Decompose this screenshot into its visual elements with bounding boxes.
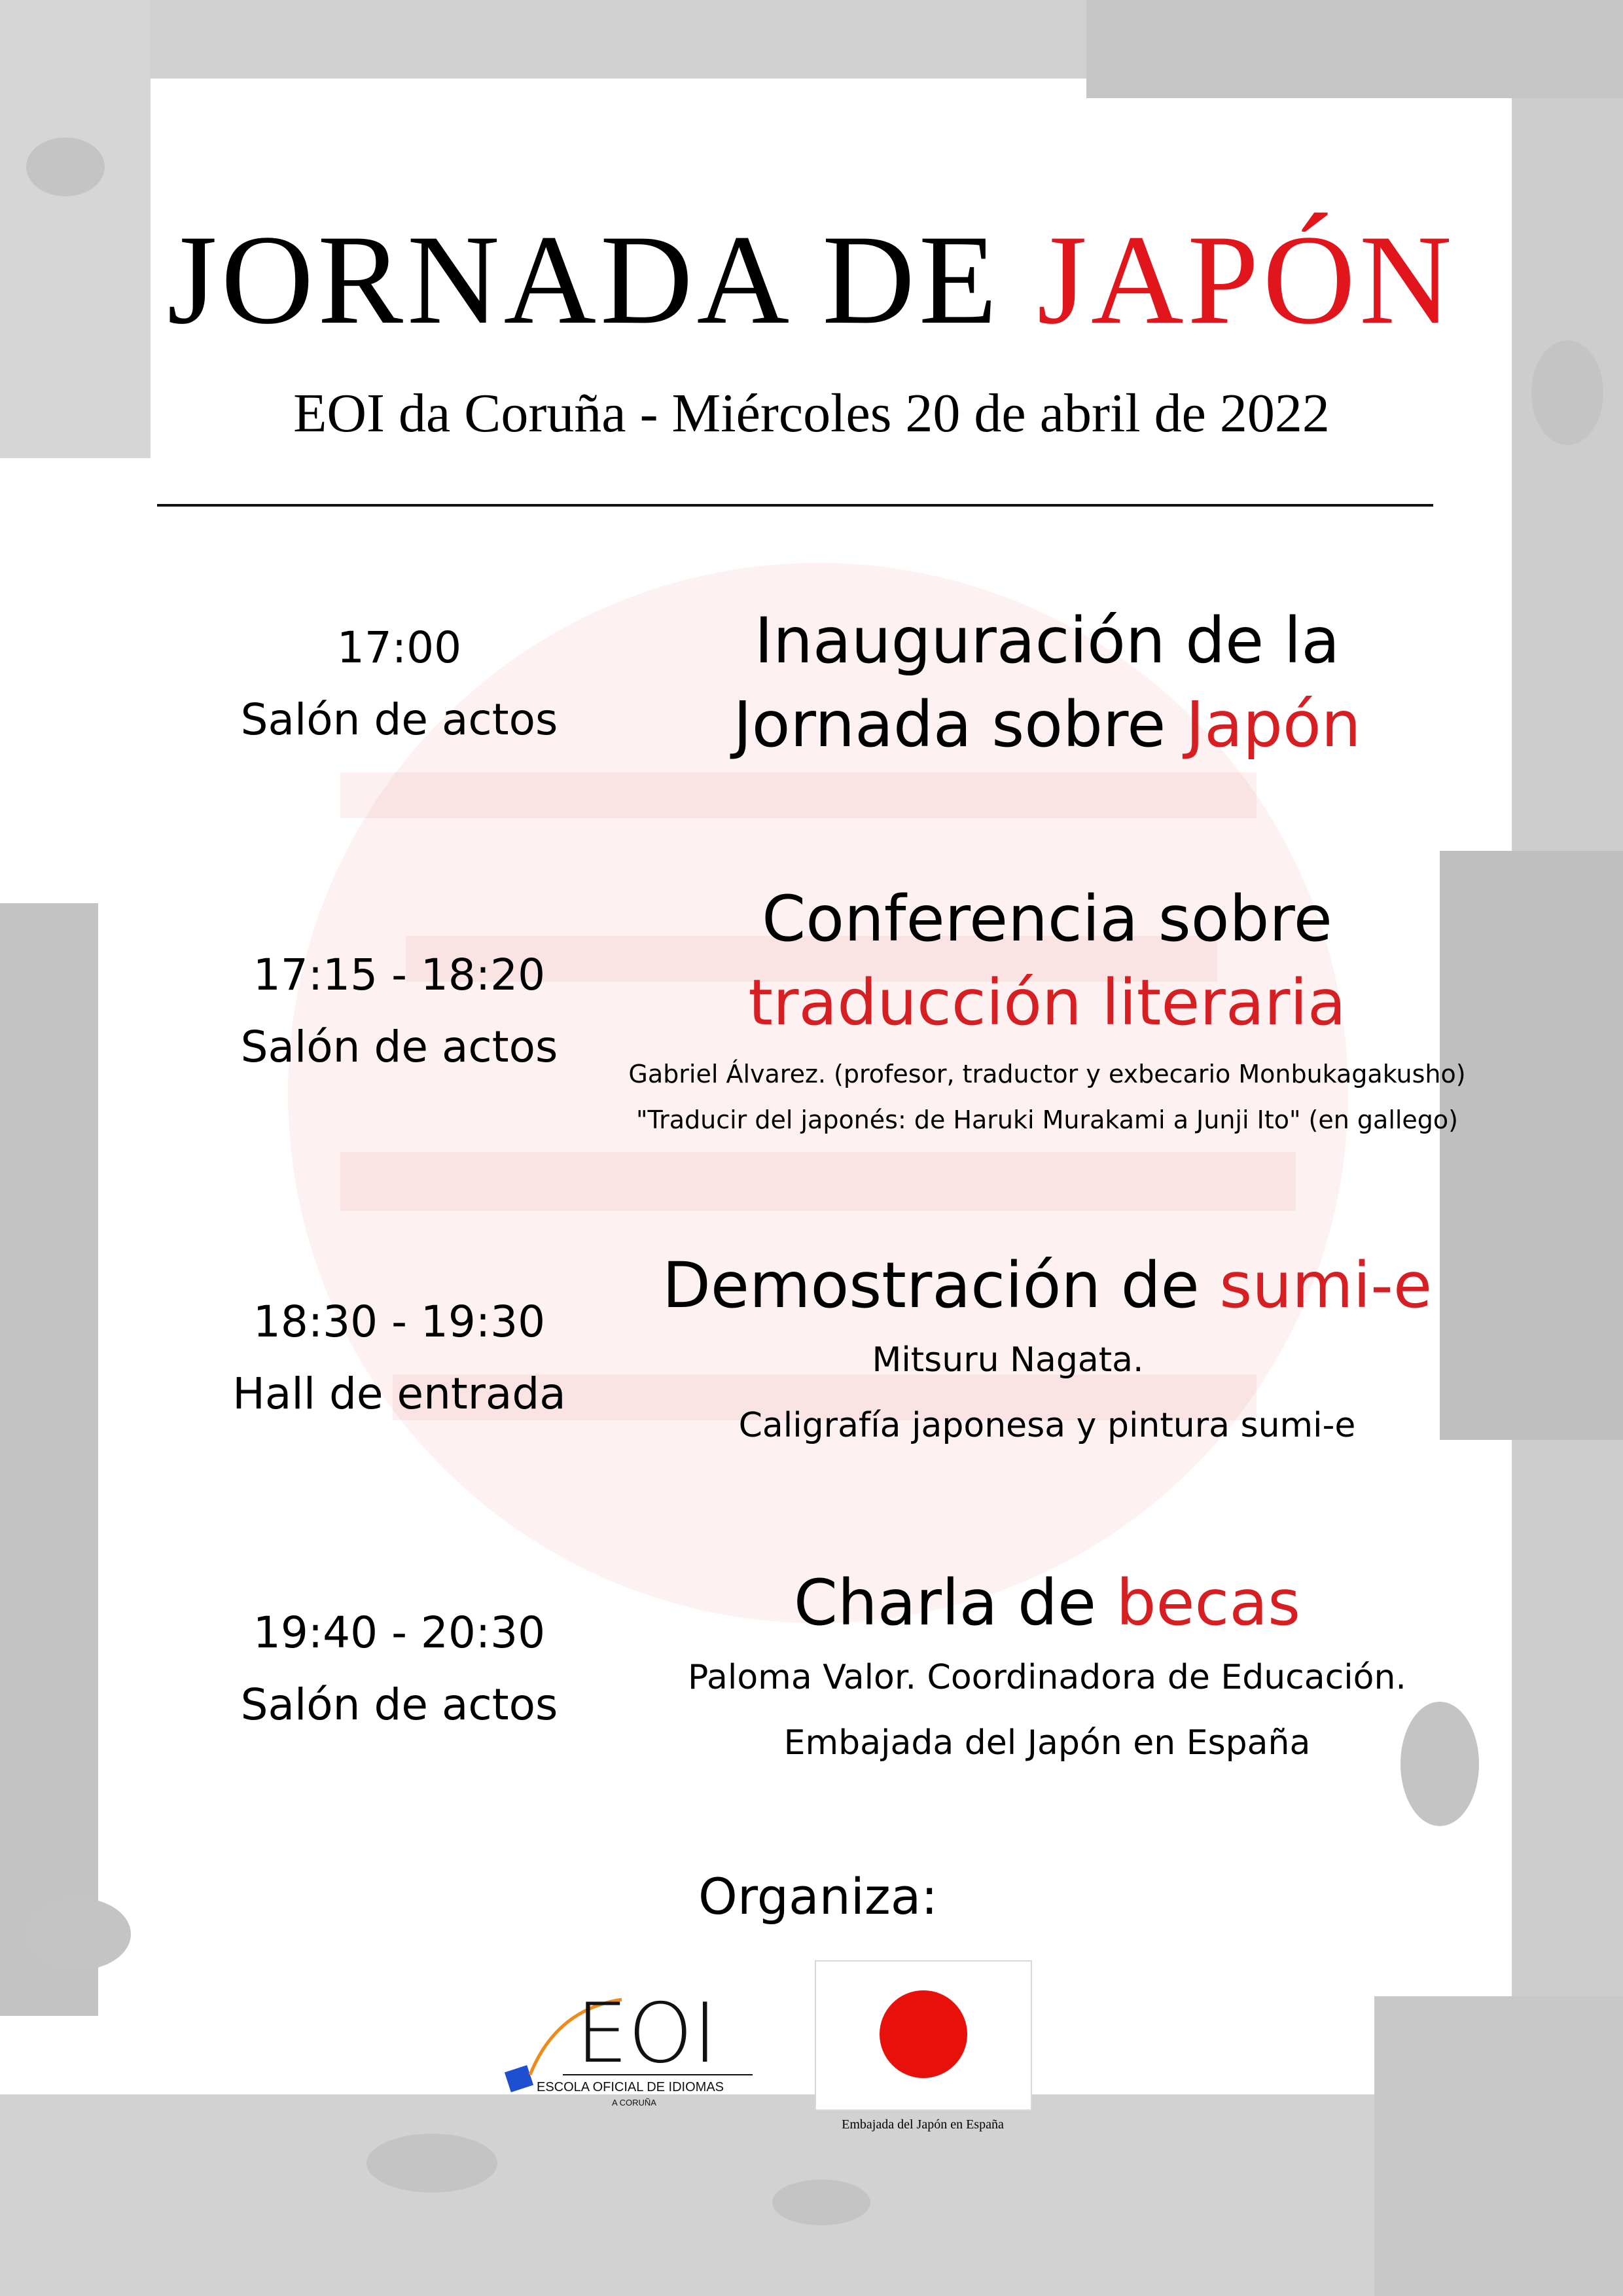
japan-flag-icon (815, 1960, 1032, 2111)
event-1-time-block (196, 612, 602, 756)
event-title: Inauguración de la (754, 604, 1340, 677)
event-3-info (622, 1244, 1472, 1458)
event-detail: Gabriel Álvarez. (profesor, traductor y exbecario Monbukagakusho) (628, 1060, 1466, 1088)
event-1-info (622, 599, 1472, 766)
event-2-time-block (196, 939, 602, 1083)
event-title-accent: Japón (1185, 688, 1361, 761)
event-time: 17:00 (336, 622, 462, 673)
eoi-logo-text: EOI (576, 1985, 717, 2081)
embassy-caption: Embajada del Japón en España (842, 2117, 1004, 2132)
page-subtitle: EOI da Coruña - Miércoles 20 de abril de 2022 (293, 383, 1330, 444)
event-place: Salón de actos (240, 694, 558, 745)
event-title (622, 1561, 1472, 1645)
event-4-info (622, 1561, 1472, 1776)
event-title-plain: Charla de (793, 1566, 1097, 1640)
event-2-info (622, 877, 1472, 1143)
event-detail: "Traducir del japonés: de Haruki Murakami a Junji Ito" (en gallego) (635, 1105, 1459, 1134)
event-title-plain: Demostración de (662, 1249, 1200, 1322)
event-time: 17:15 - 18:20 (253, 950, 546, 1000)
event-detail: Paloma Valor. Coordinadora de Educación. (688, 1658, 1406, 1697)
event-title-plain: Jornada sobre (733, 688, 1166, 761)
event-title: Conferencia sobre (762, 882, 1332, 956)
event-detail: Caligrafía japonesa y pintura sumi-e (738, 1406, 1356, 1445)
eoi-logo-city: A CORUÑA (612, 2098, 656, 2108)
event-time: 19:40 - 20:30 (253, 1607, 546, 1658)
event-title-accent: becas (1116, 1566, 1301, 1640)
event-place: Salón de actos (240, 1022, 558, 1072)
title-accent: JAPÓN (1037, 209, 1456, 351)
event-detail: Embajada del Japón en España (783, 1723, 1311, 1763)
event-title (622, 1244, 1472, 1327)
event-place: Hall de entrada (232, 1369, 566, 1419)
eoi-logo-subtitle: ESCOLA OFICIAL DE IDIOMAS (537, 2080, 724, 2094)
event-detail: Mitsuru Nagata. (872, 1340, 1144, 1380)
title-main: JORNADA DE (167, 209, 1001, 351)
event-4-time-block (196, 1597, 602, 1741)
event-title-accent: sumi-e (1219, 1249, 1432, 1322)
page-title (0, 209, 1623, 351)
divider-line (157, 504, 1433, 507)
event-time: 18:30 - 19:30 (253, 1297, 546, 1347)
organiza-label: Organiza: (698, 1867, 938, 1926)
eoi-logo (484, 1970, 772, 2114)
embassy-logo (812, 1957, 1034, 2153)
flag-sun-icon (880, 1990, 967, 2078)
eoi-logo-graphic (484, 1970, 772, 2114)
event-title-line2 (622, 683, 1472, 766)
event-3-time-block (196, 1286, 602, 1430)
event-place: Salón de actos (240, 1679, 558, 1730)
event-title-accent: traducción literaria (748, 966, 1346, 1039)
